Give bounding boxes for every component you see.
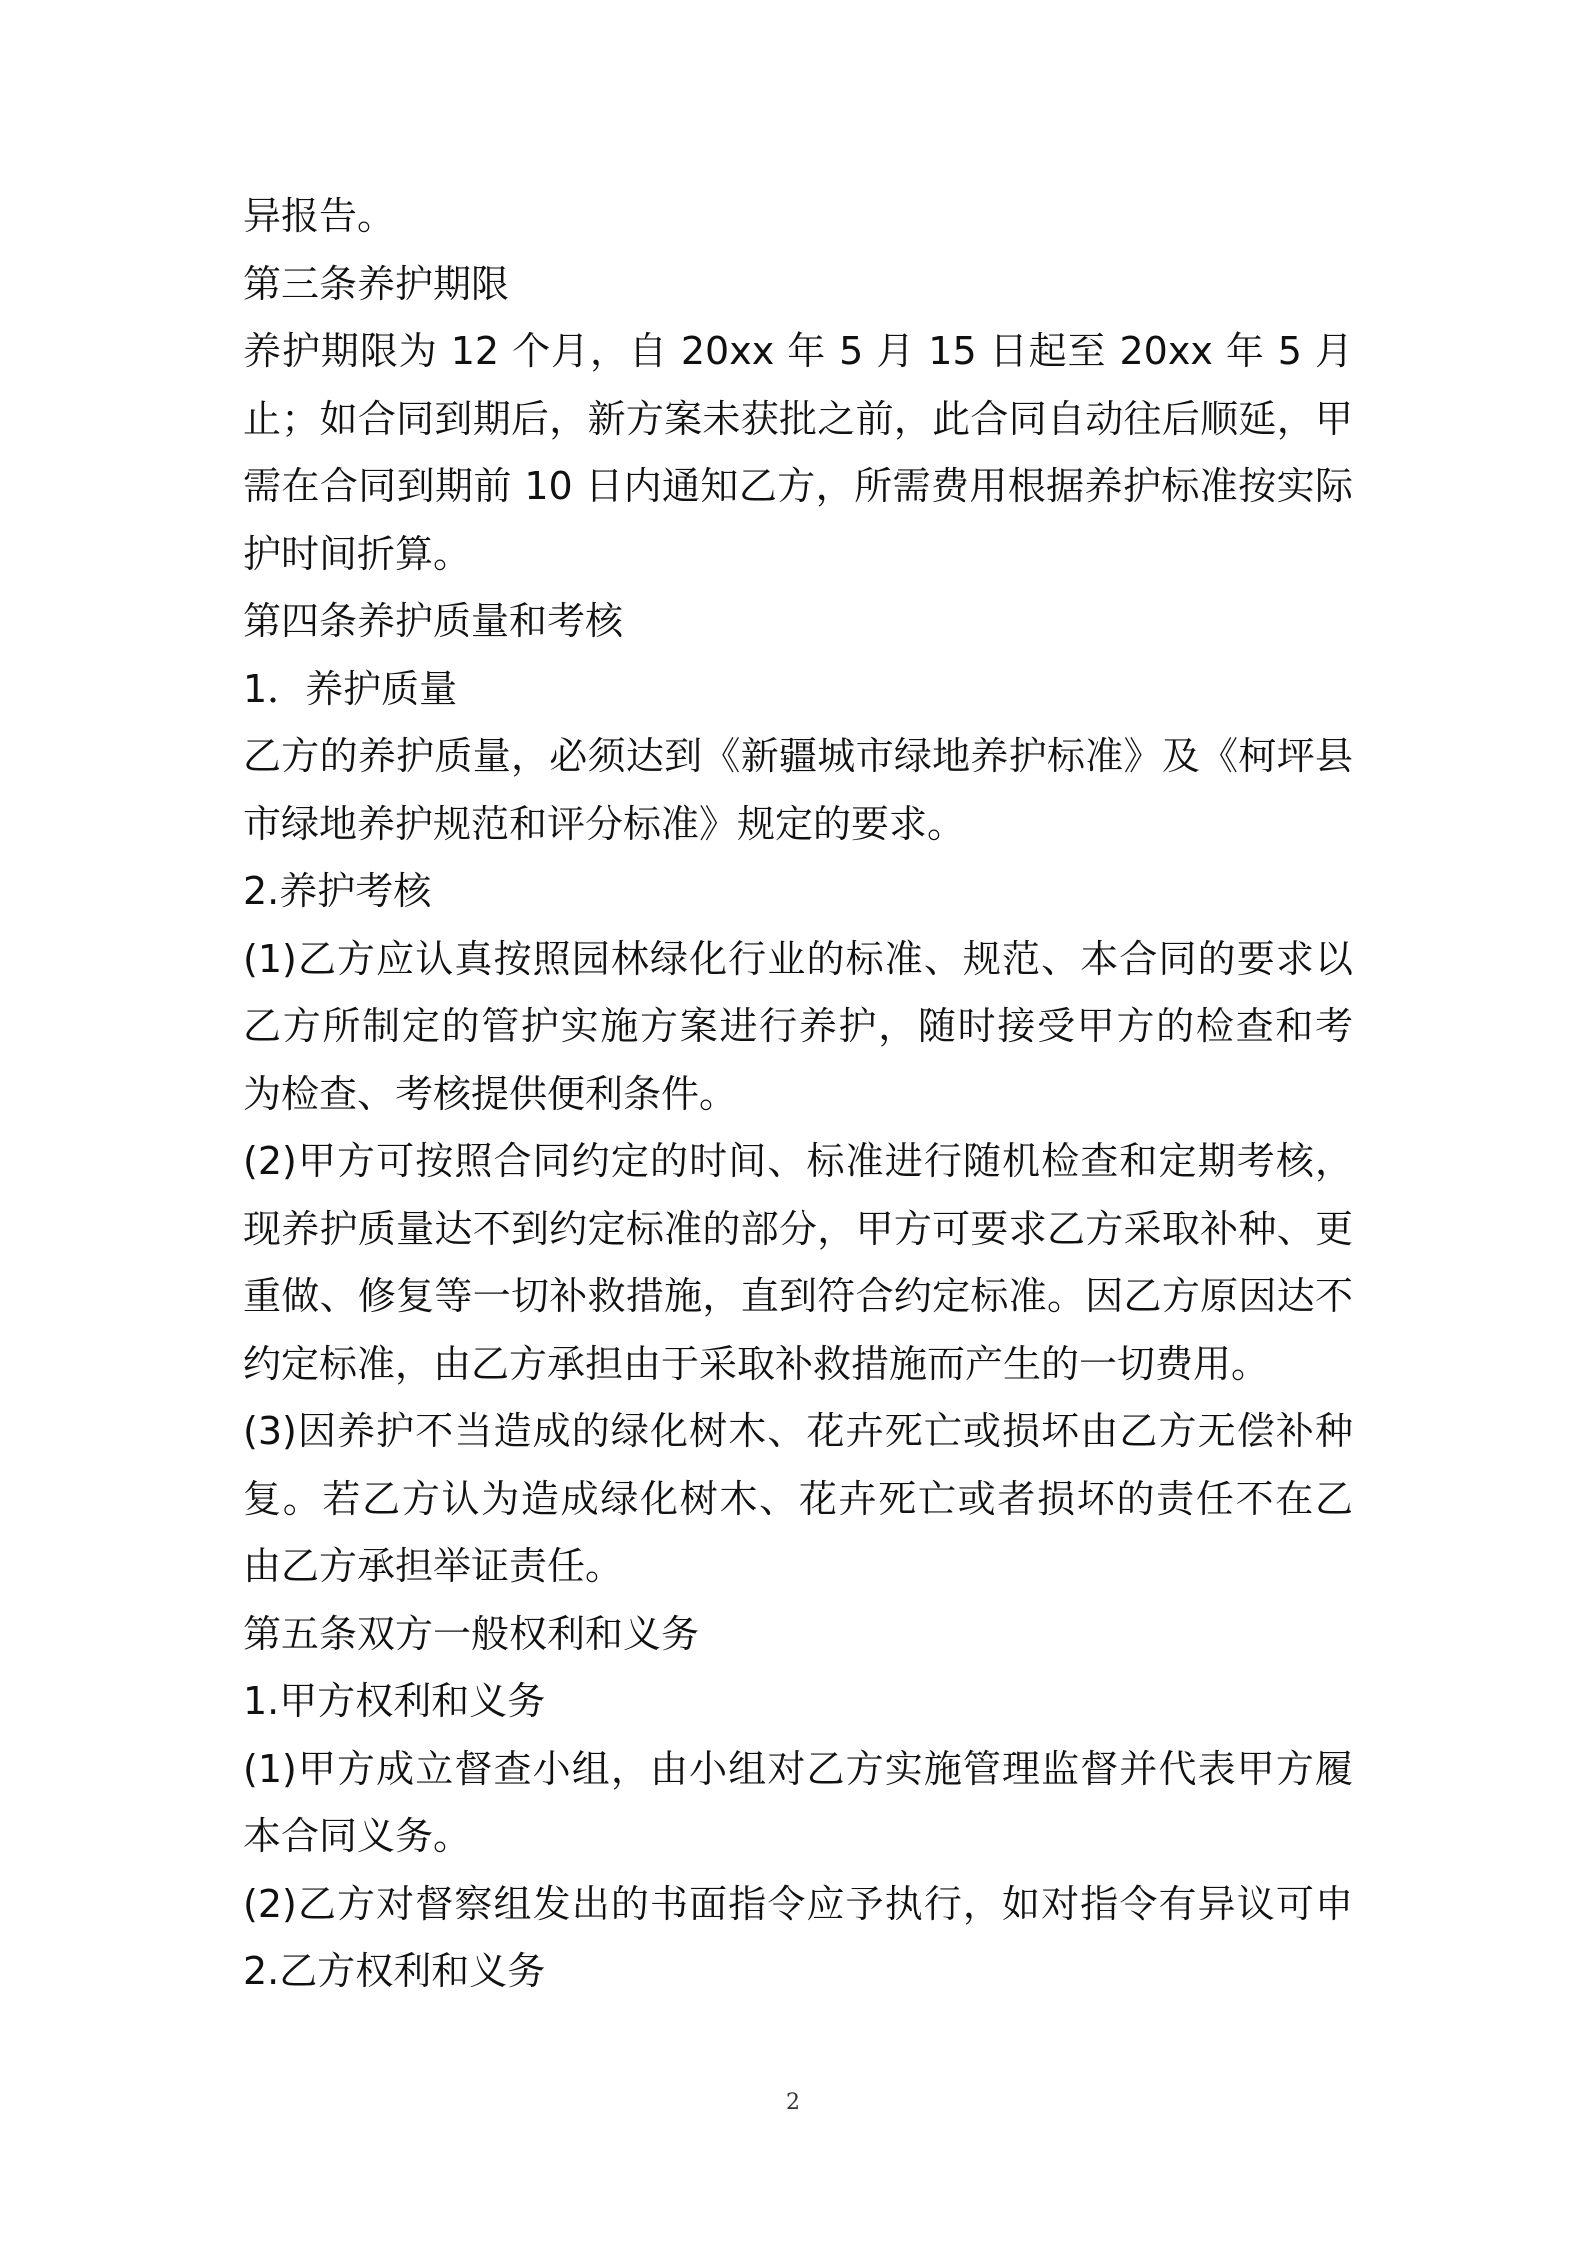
text-line: 乙方的养护质量，必须达到《新疆城市绿地养护标准》及《柯坪县 — [243, 734, 1353, 778]
text-line: (2)甲方可按照合同约定的时间、标准进行随机检查和定期考核， — [243, 1139, 1353, 1183]
text-line: 约定标准，由乙方承担由于采取补救措施而产生的一切费用。 — [243, 1341, 1270, 1386]
text-line: 护时间折算。 — [243, 531, 472, 576]
text-line: 异报告。 — [243, 194, 396, 238]
text-line: 第五条双方一般权利和义务 — [243, 1611, 700, 1656]
text-line: (1)甲方成立督查小组，由小组对乙方实施管理监督并代表甲方履 — [243, 1746, 1353, 1791]
text-line: (1)乙方应认真按照园林绿化行业的标准、规范、本合同的要求以 — [243, 936, 1353, 981]
text-line: 第三条养护期限 — [243, 261, 510, 306]
text-line: 为检查、考核提供便利条件。 — [243, 1071, 738, 1116]
text-line: 1.甲方权利和义务 — [243, 1679, 546, 1723]
text-line: 市绿地养护规范和评分标准》规定的要求。 — [243, 801, 966, 846]
text-line: 养护期限为 12 个月，自 20xx 年 5 月 15 日起至 20xx 年 5 月 — [243, 329, 1353, 373]
text-line: 乙方所制定的管护实施方案进行养护，随时接受甲方的检查和考 — [243, 1004, 1353, 1048]
text-line: 2.养护考核 — [243, 869, 432, 913]
text-line: (3)因养护不当造成的绿化树木、花卉死亡或损坏由乙方无偿补种 — [243, 1409, 1353, 1453]
text-line: 本合同义务。 — [243, 1814, 472, 1858]
text-line: 止；如合同到期后，新方案未获批之前，此合同自动往后顺延，甲 — [243, 396, 1353, 441]
text-line: 2.乙方权利和义务 — [243, 1949, 546, 1993]
page-number: 2 — [786, 2090, 800, 2115]
text-line: 重做、修复等一切补救措施，直到符合约定标准。因乙方原因达不 — [243, 1274, 1353, 1318]
text-line: (2)乙方对督察组发出的书面指令应予执行，如对指令有异议可申 — [243, 1881, 1353, 1926]
text-line: 由乙方承担举证责任。 — [243, 1544, 624, 1588]
document-body — [243, 183, 1353, 2006]
text-line: 需在合同到期前 10 日内通知乙方，所需费用根据养护标准按实际 — [243, 464, 1353, 508]
text-line: 复。若乙方认为造成绿化树木、花卉死亡或者损坏的责任不在乙 — [243, 1476, 1353, 1521]
text-line: 1．养护质量 — [243, 666, 458, 711]
text-line: 现养护质量达不到约定标准的部分，甲方可要求乙方采取补种、更 — [243, 1206, 1353, 1251]
text-line: 第四条养护质量和考核 — [243, 599, 624, 643]
